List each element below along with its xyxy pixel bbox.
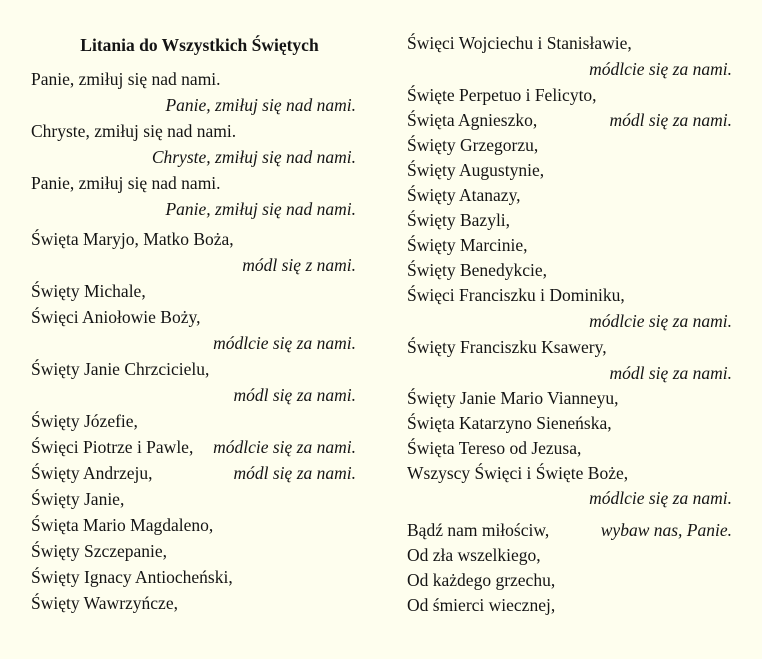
litany-line — [31, 196, 356, 222]
invocation-text: Święci Piotrze i Pawle, — [31, 437, 194, 457]
litany-line — [407, 207, 732, 233]
litany-line — [407, 435, 732, 461]
document-title: Litania do Wszystkich Świętych — [80, 35, 319, 55]
response-text: módlcie się za nami. — [589, 59, 732, 79]
response-text: módl się za nami. — [609, 110, 732, 130]
litany-line — [407, 56, 732, 82]
litany-line — [31, 538, 356, 564]
response-text: módl się za nami. — [609, 363, 732, 383]
litany-line — [31, 330, 356, 356]
invocation-text: Święty Marcinie, — [407, 235, 528, 255]
response-text: Panie, zmiłuj się nad nami. — [165, 199, 356, 219]
litany-line — [407, 334, 732, 360]
invocation-text: Święty Józefie, — [31, 411, 138, 431]
invocation-text: Święte Perpetuo i Felicyto, — [407, 85, 597, 105]
litany-line — [31, 408, 356, 434]
litany-line — [31, 278, 356, 304]
response-text: módl się za nami. — [233, 463, 356, 483]
invocation-text: Święci Wojciechu i Stanisławie, — [407, 33, 632, 53]
litany-line — [407, 132, 732, 158]
litany-line — [31, 434, 356, 460]
litany-line — [407, 157, 732, 183]
litany-line — [407, 592, 732, 618]
litany-line — [31, 252, 356, 278]
invocation-text: Święty Szczepanie, — [31, 541, 168, 561]
invocation-text: Od każdego grzechu, — [407, 570, 556, 590]
litany-line — [407, 517, 732, 543]
litany-line — [407, 308, 732, 334]
litany-line — [31, 226, 356, 252]
invocation-text: Panie, zmiłuj się nad nami. — [31, 69, 221, 89]
litany-line — [31, 460, 356, 486]
litany-line — [407, 30, 732, 56]
invocation-text: Święci Aniołowie Boży, — [31, 307, 201, 327]
litany-line — [407, 460, 732, 486]
litany-line — [407, 282, 732, 308]
invocation-text: Święty Bazyli, — [407, 210, 511, 230]
litany-line — [31, 304, 356, 330]
invocation-text: Panie, zmiłuj się nad nami. — [31, 173, 221, 193]
litany-line — [407, 410, 732, 436]
response-text: wybaw nas, Panie. — [600, 520, 732, 540]
invocation-text: Święty Janie Mario Vianneyu, — [407, 388, 619, 408]
invocation-text: Święty Andrzeju, — [31, 463, 153, 483]
invocation-text: Od śmierci wiecznej, — [407, 595, 556, 615]
invocation-text: Bądź nam miłościw, — [407, 520, 550, 540]
litany-line — [407, 485, 732, 511]
invocation-text: Święty Janie Chrzcicielu, — [31, 359, 210, 379]
response-text: módlcie się za nami. — [589, 488, 732, 508]
response-text: Chryste, zmiłuj się nad nami. — [151, 147, 356, 167]
invocation-text: Święty Atanazy, — [407, 185, 521, 205]
invocation-text: Święty Ignacy Antiocheński, — [31, 567, 233, 587]
litany-line — [407, 107, 732, 133]
litany-line — [31, 170, 356, 196]
response-text: módlcie się za nami. — [589, 311, 732, 331]
invocation-text: Święta Maryjo, Matko Boża, — [31, 229, 234, 249]
invocation-text: Święty Grzegorzu, — [407, 135, 539, 155]
invocation-text: Święta Tereso od Jezusa, — [407, 438, 582, 458]
invocation-text: Święty Augustynie, — [407, 160, 545, 180]
litany-line — [31, 512, 356, 538]
litany-line — [31, 92, 356, 118]
invocation-text: Święty Franciszku Ksawery, — [407, 337, 607, 357]
invocation-text: Chryste, zmiłuj się nad nami. — [31, 121, 237, 141]
litany-line — [31, 590, 356, 616]
invocation-text: Wszyscy Święci i Święte Boże, — [407, 463, 629, 483]
litany-line — [407, 542, 732, 568]
litany-line — [31, 118, 356, 144]
invocation-text: Od zła wszelkiego, — [407, 545, 541, 565]
litany-line — [407, 567, 732, 593]
litany-line — [407, 385, 732, 411]
litany-line — [407, 257, 732, 283]
invocation-text: Święta Agnieszko, — [407, 110, 538, 130]
litany-line — [31, 382, 356, 408]
invocation-text: Święty Michale, — [31, 281, 146, 301]
response-text: Panie, zmiłuj się nad nami. — [165, 95, 356, 115]
response-text: módlcie się za nami. — [213, 333, 356, 353]
invocation-text: Święty Janie, — [31, 489, 125, 509]
litany-line — [407, 360, 732, 386]
response-text: módlcie się za nami. — [213, 437, 356, 457]
litany-line — [31, 564, 356, 590]
litany-line — [407, 82, 732, 108]
invocation-text: Święta Katarzyno Sieneńska, — [407, 413, 612, 433]
litany-line — [407, 232, 732, 258]
litany-line — [407, 182, 732, 208]
invocation-text: Święci Franciszku i Dominiku, — [407, 285, 625, 305]
litany-line — [31, 486, 356, 512]
litany-line — [31, 356, 356, 382]
response-text: módl się za nami. — [233, 385, 356, 405]
litany-line — [31, 144, 356, 170]
invocation-text: Święty Benedykcie, — [407, 260, 547, 280]
invocation-text: Święta Mario Magdaleno, — [31, 515, 214, 535]
invocation-text: Święty Wawrzyńcze, — [31, 593, 178, 613]
response-text: módl się z nami. — [242, 255, 356, 275]
litany-line — [31, 66, 356, 92]
